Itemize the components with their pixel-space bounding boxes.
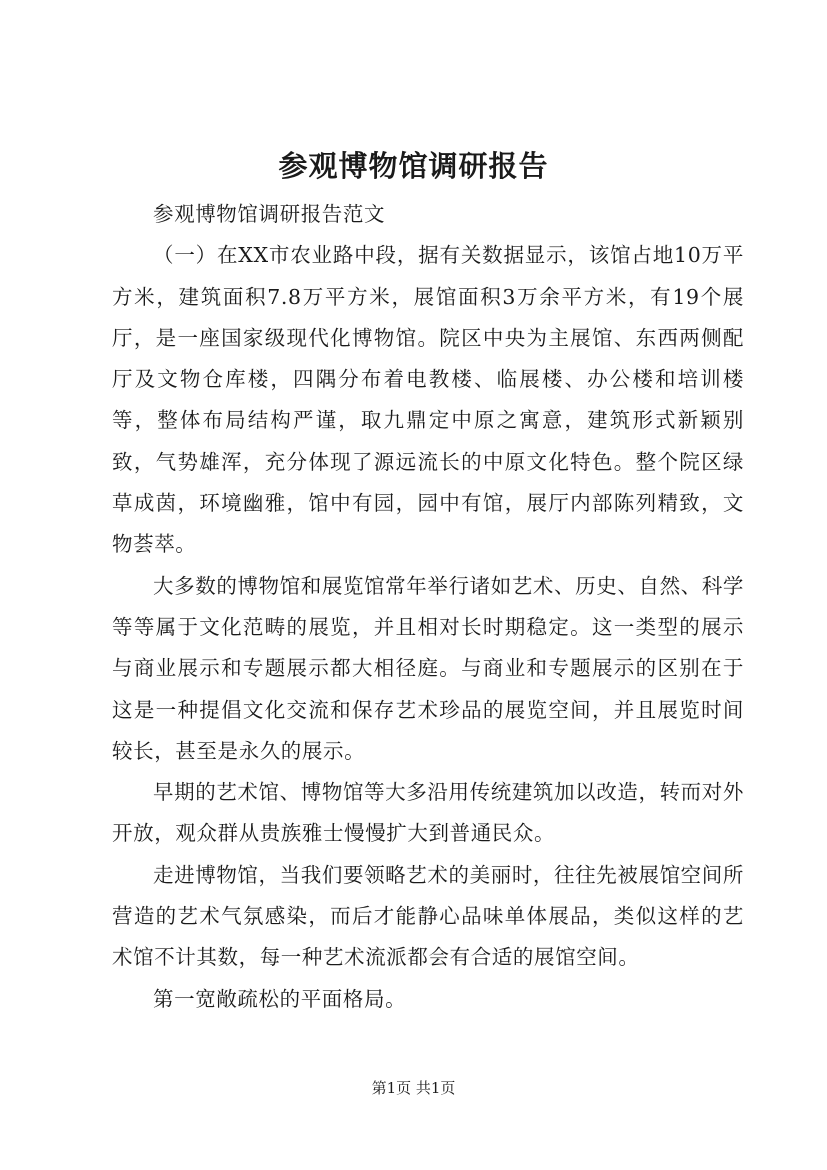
paragraph-exhibition-types: 大多数的博物馆和展览馆常年举行诸如艺术、历史、自然、科学等等属于文化范畴的展览，并且相对长时期稳定。这一类型的展示与商业展示和专题展示都大相径庭。与商业和专题展示的区别在于这是一种提倡文化交流和保存艺术珍品的展览空间，并且展览时间较长，甚至是永久的展示。 (112, 573, 744, 763)
paragraph-early-museums: 早期的艺术馆、博物馆等大多沿用传统建筑加以改造，转而对外开放，观众群从贵族雅士慢慢扩大到普通民众。 (112, 780, 744, 846)
document-title: 参观博物馆调研报告 (278, 149, 549, 183)
document-body (112, 194, 744, 1020)
paragraph-subtitle: 参观博物馆调研报告范文 (153, 202, 386, 226)
page-footer: 第1页 共1页 (371, 1079, 456, 1097)
paragraph-art-atmosphere: 走进博物馆，当我们要领略艺术的美丽时，往往先被展馆空间所营造的艺术气氛感染，而后才能静心品味单体展品，类似这样的艺术馆不计其数，每一种艺术流派都会有合适的展馆空间。 (112, 862, 744, 970)
paragraph-layout-first: 第一宽敞疏松的平面格局。 (153, 986, 407, 1011)
paragraph-museum-overview: （一）在XX市农业路中段，据有关数据显示，该馆占地10万平方米，建筑面积7.8万平方米，展馆面积3万余平方米，有19个展厅，是一座国家级现代化博物馆。院区中央为主展馆、东西两侧配厅及文物仓库楼，四隅分布着电教楼、临展楼、办公楼和培训楼等，整体布局结构严谨，取九鼎定中原之寓意，建筑形式新颖别致，气势雄浑，充分体现了源远流长的中原文化特色。整个院区绿草成茵，环境幽雅，馆中有园，园中有馆，展厅内部陈列精致，文物荟萃。 (112, 243, 745, 557)
